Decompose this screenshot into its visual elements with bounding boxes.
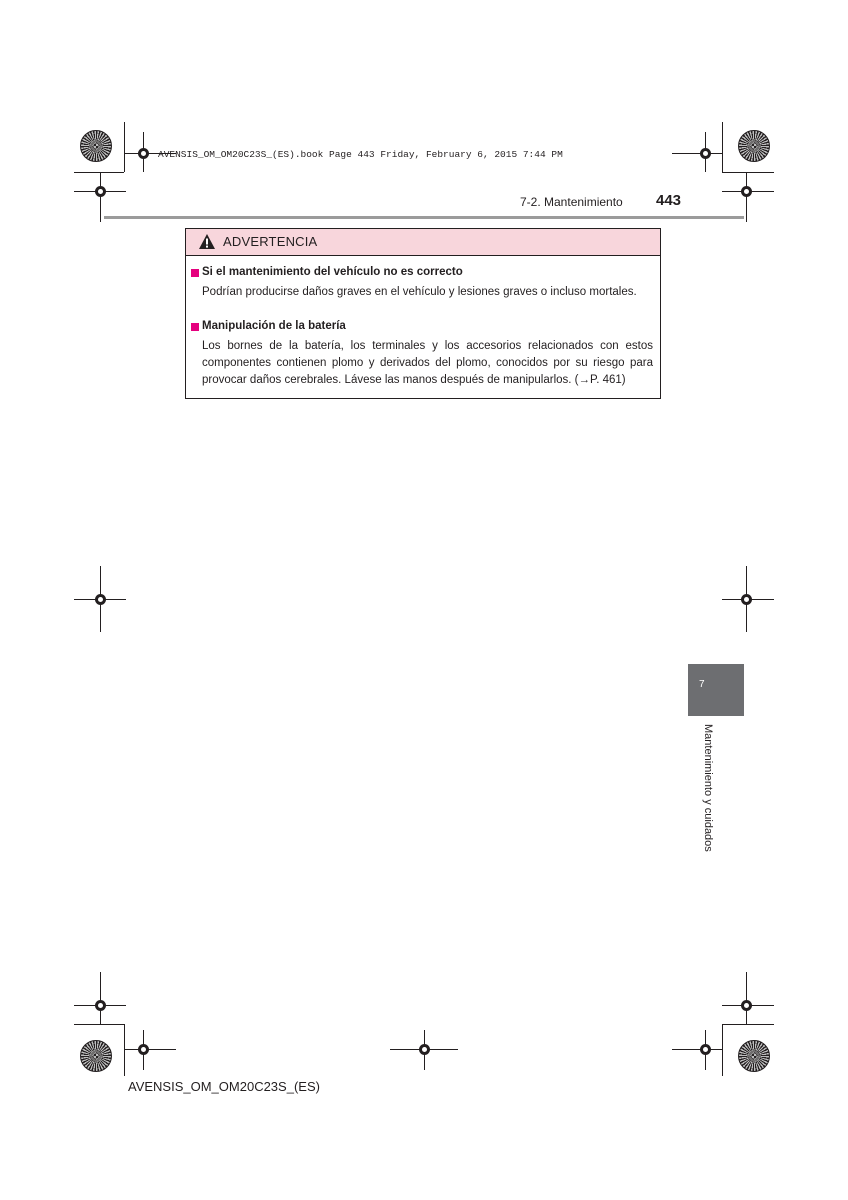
- print-info-line: AVENSIS_OM_OM20C23S_(ES).book Page 443 Friday, February 6, 2015 7:44 PM: [158, 149, 563, 160]
- header-rule: [104, 216, 744, 219]
- warning-title: ADVERTENCIA: [223, 234, 318, 249]
- registration-mark-icon: [95, 1000, 106, 1011]
- registration-wheel-icon: [80, 130, 112, 162]
- page-number: 443: [656, 192, 682, 209]
- bullet-square-icon: [191, 269, 199, 277]
- chapter-label: Mantenimiento y cuidados: [702, 724, 714, 852]
- registration-mark-icon: [741, 594, 752, 605]
- warning-item-body: Podrían producirse daños graves en el vehículo y lesiones graves o incluso mortales.: [202, 286, 637, 298]
- registration-wheel-icon: [738, 130, 770, 162]
- registration-mark-icon: [95, 186, 106, 197]
- bullet-square-icon: [191, 323, 199, 331]
- registration-mark-icon: [741, 1000, 752, 1011]
- warning-item-heading: Si el mantenimiento del vehículo no es correcto: [202, 266, 463, 278]
- warning-triangle-icon: [198, 233, 216, 250]
- footer-doc-id: AVENSIS_OM_OM20C23S_(ES): [128, 1079, 320, 1094]
- registration-mark-icon: [741, 186, 752, 197]
- warning-box: [185, 228, 661, 399]
- registration-mark-icon: [419, 1044, 430, 1055]
- registration-wheel-icon: [738, 1040, 770, 1072]
- chapter-tab: [688, 664, 744, 716]
- registration-mark-icon: [95, 594, 106, 605]
- registration-mark-icon: [138, 1044, 149, 1055]
- warning-header: [186, 229, 660, 256]
- registration-mark-icon: [700, 1044, 711, 1055]
- registration-wheel-icon: [80, 1040, 112, 1072]
- chapter-number: 7: [699, 679, 705, 690]
- registration-mark-icon: [700, 148, 711, 159]
- registration-mark-icon: [138, 148, 149, 159]
- section-title: 7-2. Mantenimiento: [520, 195, 623, 209]
- warning-item-heading: Manipulación de la batería: [202, 320, 346, 332]
- warning-item-body: Los bornes de la batería, los terminales y los accesorios relacionados con estos componentes contienen plomo y derivados del plomo, conocidos por su riesgo para provocar daños cerebrales. Lávese las manos después de manipularlos. (→P. 461): [202, 340, 653, 386]
